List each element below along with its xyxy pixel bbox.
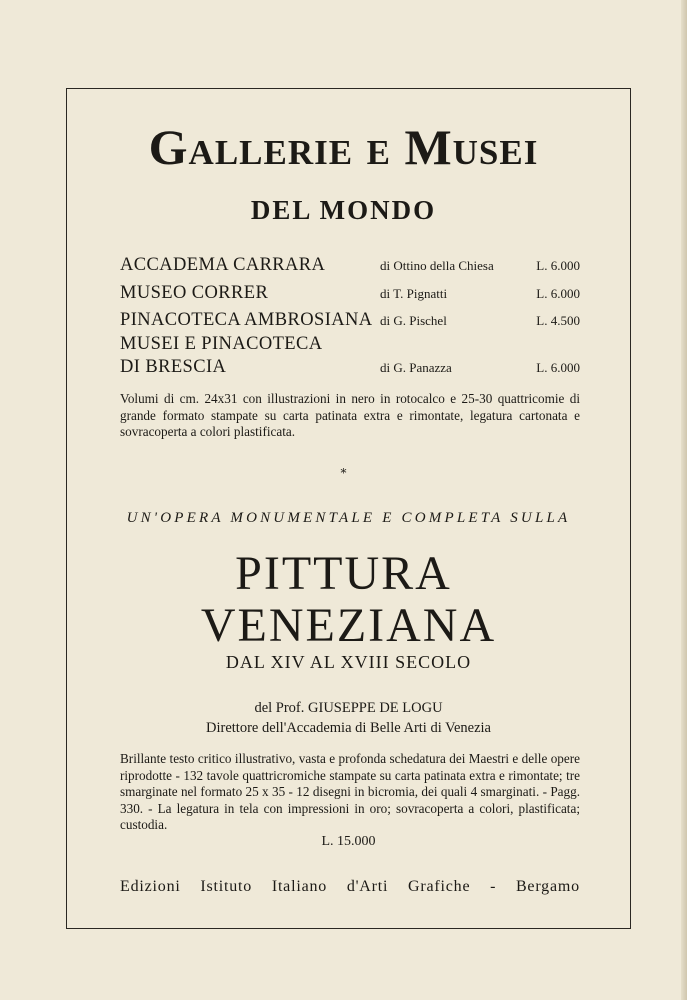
entry-author: di G. Pischel	[380, 313, 447, 328]
entry-author: di G. Panazza	[380, 360, 452, 375]
entry-name-line1: MUSEI E PINACOTECA	[120, 334, 323, 354]
entry-author: di T. Pignatti	[380, 286, 448, 301]
work-author: del Prof. GIUSEPPE DE LOGU	[254, 700, 443, 716]
entry-name-line2: DI BRESCIA	[120, 357, 227, 377]
series-title: Gallerie e Musei	[148, 119, 539, 175]
entry-name: MUSEO CORRER	[120, 283, 269, 303]
catalog-entry	[120, 334, 580, 380]
publisher-word: -	[490, 878, 497, 895]
entry-price: L. 6.000	[536, 258, 580, 273]
series-description: Volumi di cm. 24x31 con illustrazioni in nero in rotocalco e 25-30 quattricomie di grande formato stampate su carta patinata extra e rimontate, legatura cartonata e sovracoperta a colori plastificata.	[120, 391, 580, 439]
entry-author: di Ottino della Chiesa	[380, 258, 494, 273]
separator-asterisk: *	[340, 466, 347, 480]
publisher-word: Bergamo	[515, 878, 580, 895]
work-description: Brillante testo critico illustrativo, vasta e profonda schedatura dei Maestri e delle opere riprodotte - 132 tavole quattricromiche stampate su carta patinata extra e rimontate; tre smarginate nel formato 25 x 35 - 12 disegni in bicromia, dei quali 4 smarginati. - Pagg. 330. - La legatura in tela con impressioni in oro; sovracoperta a colori, plastificata; custodia.	[120, 751, 580, 832]
publisher-word: Grafiche	[408, 878, 471, 895]
work-author-role: Direttore dell'Accademia di Belle Arti di Venezia	[206, 720, 491, 736]
series-subtitle: DEL MONDO	[250, 195, 437, 225]
entry-name: ACCADEMA CARRARA	[120, 255, 326, 275]
publisher-word: Istituto	[200, 878, 253, 895]
entry-price: L. 6.000	[536, 360, 580, 375]
work-title-line1: PITTURA	[235, 547, 452, 600]
publisher-word: Italiano	[271, 878, 328, 895]
work-tagline: UN'OPERA MONUMENTALE E COMPLETA SULLA	[126, 510, 571, 526]
entry-price: L. 4.500	[536, 313, 580, 328]
work-period: DAL XIV AL XVIII SECOLO	[225, 652, 472, 672]
entry-price: L. 6.000	[536, 286, 580, 301]
catalog-entry	[120, 283, 580, 309]
catalog-entry	[120, 255, 580, 281]
work-price: L. 15.000	[321, 834, 376, 849]
work-title-line2: VENEZIANA	[200, 599, 497, 652]
publisher-line	[120, 878, 580, 896]
publisher-word: Edizioni	[120, 878, 181, 895]
entry-name: PINACOTECA AMBROSIANA	[120, 310, 373, 330]
catalog-entry	[120, 310, 580, 336]
publisher-word: d'Arti	[346, 878, 389, 895]
